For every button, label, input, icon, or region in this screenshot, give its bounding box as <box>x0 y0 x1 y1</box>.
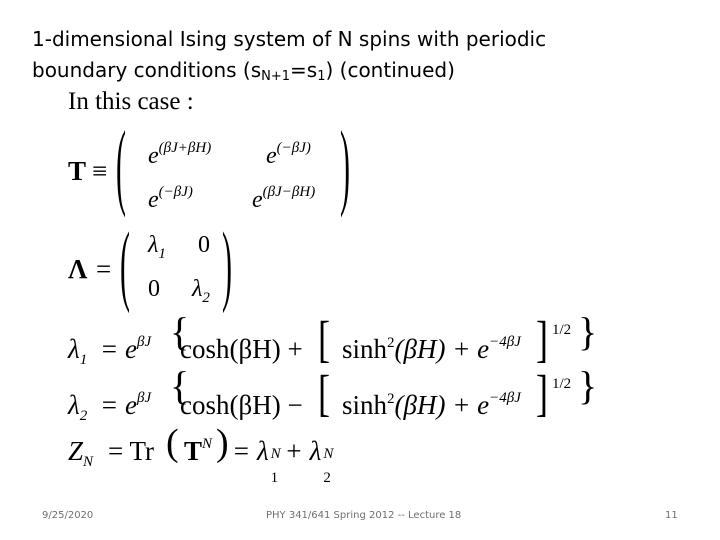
in-this-case-label: In this case : <box>68 88 194 115</box>
lambda1-sinh: sinh <box>342 334 388 364</box>
lambda1-right-bracket: ] <box>536 311 548 368</box>
lambda1-left-brace: { <box>170 309 190 354</box>
t-matrix-entry-11: $e^{(\beta J+\beta H)}$ <box>148 140 212 169</box>
lambda2-sinh-argument: (βH) + e <box>394 390 490 420</box>
lambda-11-symbol: λ <box>148 232 159 258</box>
lambda2-sinh-square: 2 <box>387 391 395 407</box>
lambda-22-subscript: 2 <box>202 290 210 306</box>
lambda1-power-n: N <box>270 446 281 462</box>
lambda2-right-bracket: ] <box>536 365 548 422</box>
t-matrix-entry-22-exponent: (βJ−βH) <box>262 184 316 200</box>
lambda1-sinh-argument: (βH) + e <box>394 334 490 364</box>
t-matrix-right-paren: ) <box>340 113 350 220</box>
title-line-2 <box>32 55 692 86</box>
lambda-matrix-entry-21: 0 <box>148 276 160 302</box>
lambda2-index: 2 <box>323 470 331 486</box>
lambda2-exponential-exponent: −4βJ <box>489 390 521 406</box>
t-matrix-left-paren: ( <box>116 113 126 220</box>
footer-page-number: 11 <box>665 510 678 521</box>
lambda2-sinh-term <box>342 390 521 421</box>
lambda-equals-sign: = <box>96 254 112 284</box>
lambda-matrix-entry-11 <box>148 232 166 263</box>
lambda2-left-bracket: [ <box>318 365 330 422</box>
lambda-matrix-left-paren: ( <box>120 216 130 315</box>
t-matrix-entry-22: $e^{(\beta J-\beta H)}$ <box>252 184 316 213</box>
t-matrix-entry-11-exponent: (βJ+βH) <box>158 140 212 156</box>
t-matrix-entry-12-exponent: (−βJ) <box>276 140 311 156</box>
trace-t-symbol: T <box>184 436 203 466</box>
lambda1-sinh-square: 2 <box>387 335 395 351</box>
title-line-1: 1-dimensional Ising system of N spins with periodic <box>32 27 547 51</box>
eigen-eq-lambda1: = λ <box>232 436 269 466</box>
title-line-2-start: boundary conditions (s <box>32 58 262 82</box>
slide-title <box>32 24 692 86</box>
lambda2-symbol: λ <box>68 390 80 420</box>
partition-function-z: Z <box>68 436 84 466</box>
equiv-sign: ≡ <box>92 156 108 186</box>
t-matrix-entry-12: $e^{(-\beta J)}$ <box>266 140 311 169</box>
lambda1-half-power: 1/2 <box>552 322 572 338</box>
plus-lambda2: + λ <box>284 436 322 466</box>
title-line-2-mid: =s <box>290 58 318 82</box>
trace-left-paren: ( <box>166 422 179 464</box>
footer-date: 9/25/2020 <box>42 510 94 521</box>
title-line-2-end: ) (continued) <box>325 58 455 82</box>
lambda2-prefactor-exponent: βJ <box>136 390 152 406</box>
lambda1-prefactor-exponent: βJ <box>136 334 152 350</box>
lambda-matrix-entry-12: 0 <box>198 232 210 258</box>
footer-course: PHY 341/641 Spring 2012 -- Lecture 18 <box>266 510 462 521</box>
lambda1-subscript: 1 <box>79 352 88 368</box>
lambda2-sinh: sinh <box>342 390 388 420</box>
lambda2-subscript: 2 <box>79 408 88 424</box>
title-subscript-1: 1 <box>317 69 326 84</box>
t-matrix-entry-21-exponent: (−βJ) <box>158 184 193 200</box>
lambda1-lhs <box>68 334 87 369</box>
title-subscript-n-plus-1: N+1 <box>261 69 291 84</box>
lambda1-left-bracket: [ <box>318 311 330 368</box>
lambda2-right-brace: } <box>578 363 598 408</box>
lambda-matrix-right-paren: ) <box>222 216 232 315</box>
lambda2-power-n: N <box>323 446 334 462</box>
lambda1-right-brace: } <box>578 309 598 354</box>
lambda-22-symbol: λ <box>192 276 203 302</box>
lambda2-cosh-term: cosh(βH) − <box>180 390 303 420</box>
lambda1-sinh-term <box>342 334 521 365</box>
lambda1-index: 1 <box>270 470 279 486</box>
partition-function-lhs <box>68 436 93 471</box>
lambda2-prefactor <box>100 390 151 421</box>
lambda-matrix-entry-22 <box>192 276 210 307</box>
lambda-11-subscript: 1 <box>158 246 166 262</box>
partition-function-z-subscript: N <box>83 454 94 470</box>
transfer-matrix-symbol: T <box>68 156 87 186</box>
eigenvalue-sum <box>232 436 337 486</box>
lambda-matrix-symbol: Λ <box>68 254 88 284</box>
lambda1-cosh-term: cosh(βH) + <box>180 334 303 364</box>
trace-argument <box>184 436 212 467</box>
lambda2-half-power: 1/2 <box>552 376 572 392</box>
lambda2-eq-e: = e <box>100 390 137 420</box>
lambda1-exponential-exponent: −4βJ <box>489 334 521 350</box>
lambda2-lhs <box>68 390 87 425</box>
t-matrix-entry-21: $e^{(-\beta J)}$ <box>148 184 193 213</box>
trace-operator: = Tr <box>108 436 155 466</box>
lambda2-left-brace: { <box>170 363 190 408</box>
lambda1-symbol: λ <box>68 334 80 364</box>
lambda1-prefactor <box>100 334 151 365</box>
lambda1-eq-e: = e <box>100 334 137 364</box>
trace-right-paren: ) <box>216 422 229 464</box>
trace-t-power: N <box>202 436 213 452</box>
